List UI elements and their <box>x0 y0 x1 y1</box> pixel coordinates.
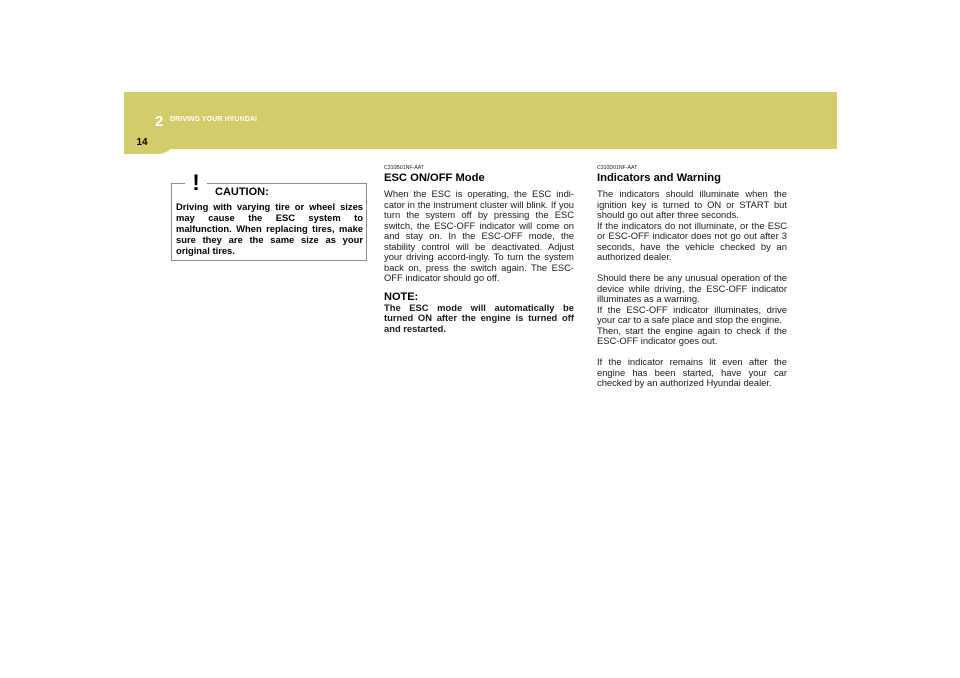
caution-label: CAUTION: <box>215 186 269 198</box>
section-heading: ESC ON/OFF Mode <box>384 172 485 184</box>
paragraph: Then, start the engine again to check if the ESC-OFF indicator goes out. <box>597 324 787 346</box>
warning-triangle-icon <box>178 167 214 195</box>
note-label: NOTE: <box>384 290 419 303</box>
indicators-section <box>597 165 787 389</box>
chapter-number: 2 <box>155 113 164 130</box>
note-text: The ESC mode will automatically be turned ON after the engine is turned off and restarted. <box>384 301 574 334</box>
page-number: 14 <box>136 137 148 148</box>
section-heading: Indicators and Warning <box>597 172 721 184</box>
section-body: When the ESC is operating, the ESC indi-cator in the instrument cluster will blink. If you turn the system off by pressing the ESC switch, the ESC-OFF indicator will come on and stay on. In the ESC-OFF mode, the stability control will be deactivated. Adjust your driving accord-ingly. To turn the system back on, press the switch again. The ESC-OFF indicator should go off. <box>384 188 574 283</box>
paragraph: If the indicators do not illuminate, or the ESC or ESC-OFF indicator does not go out after 3 seconds, have the vehicle checked by an authorized dealer. <box>597 219 787 262</box>
svg-text:!: ! <box>192 170 200 195</box>
paragraph: If the ESC-OFF indicator illuminates, drive your car to a safe place and stop the engine. <box>597 303 787 325</box>
paragraph: The indicators should illuminate when the ignition key is turned to ON or START but should go out after three seconds. <box>597 188 787 220</box>
caution-text: Driving with varying tire or wheel sizes may cause the ESC system to malfunction. When replacing tires, make sure they are the same size as your original tires. <box>176 201 363 256</box>
section-code: C310D01NF-AAT <box>597 165 638 171</box>
paragraph: If the indicator remains lit even after the engine has been started, have your car checked by an authorized Hyundai dealer. <box>597 356 787 388</box>
paragraph: Should there be any unusual operation of the device while driving, the ESC-OFF indicator illuminates as a warning. <box>597 272 787 304</box>
section-code: C310B01NF-AAT <box>384 165 424 171</box>
chapter-title: DRIVING YOUR HYUNDAI <box>170 116 258 123</box>
esc-mode-section <box>384 165 574 334</box>
